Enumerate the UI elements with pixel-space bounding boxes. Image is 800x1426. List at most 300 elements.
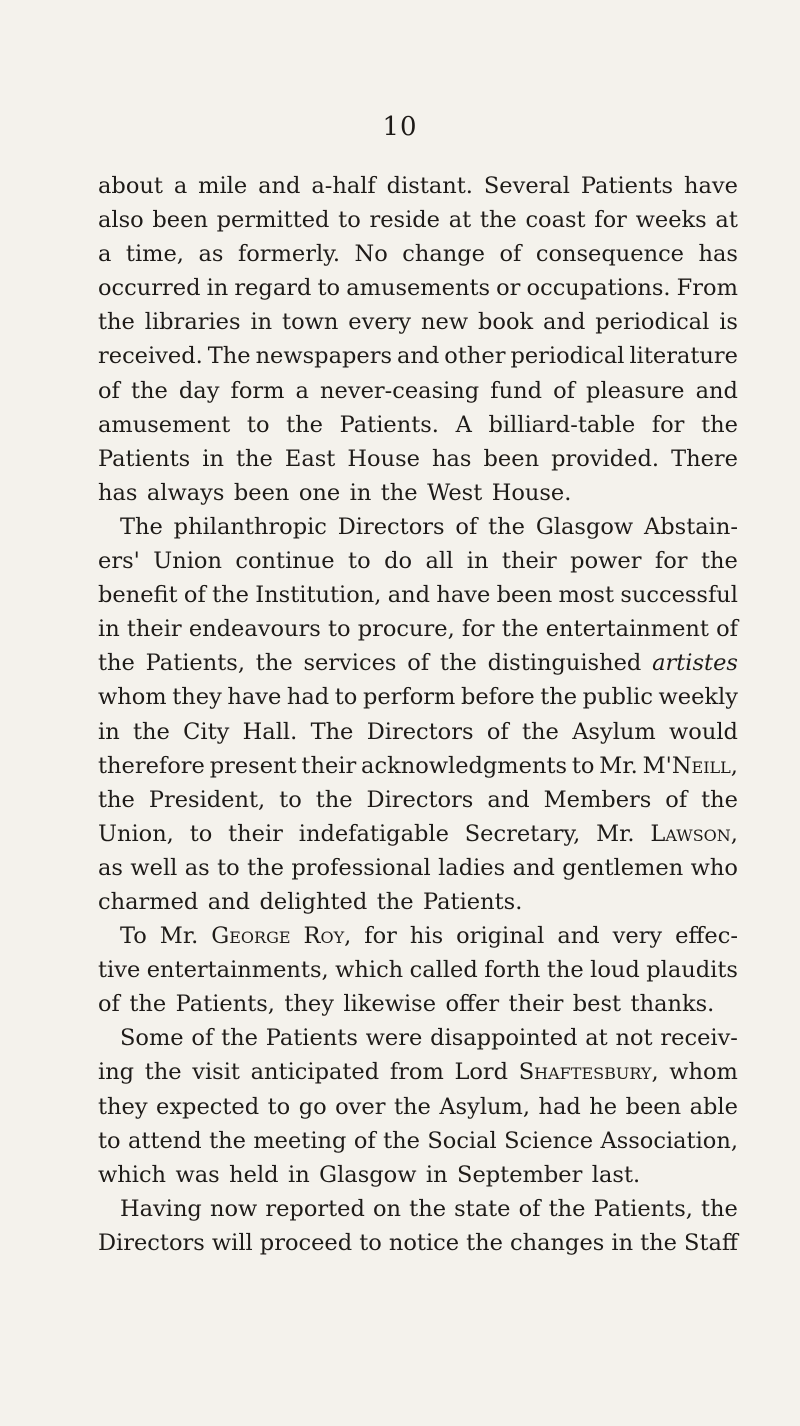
text-line (98, 885, 738, 919)
word: entertainment (545, 616, 709, 643)
word: benefit (98, 582, 178, 609)
word: Glasgow (535, 513, 634, 540)
word: he (589, 1093, 618, 1120)
word: the (548, 1195, 586, 1222)
word: the (129, 991, 167, 1018)
word: changes (510, 1229, 605, 1256)
word: in (611, 1229, 634, 1256)
word: their (228, 820, 283, 847)
word: to (571, 752, 595, 779)
word: in (206, 275, 229, 302)
word: occurred (98, 275, 201, 302)
word: which (98, 1161, 167, 1188)
word: change (402, 241, 485, 268)
page-number: 10 (382, 112, 418, 142)
word: Lord (454, 1059, 509, 1086)
word: services (303, 650, 397, 677)
word: the (376, 888, 414, 915)
word: expected (156, 1093, 260, 1120)
word: been (152, 207, 208, 234)
word: to (334, 684, 358, 711)
body-text (98, 169, 738, 1260)
word: has (432, 445, 472, 472)
word: of (353, 1127, 376, 1154)
word: and (397, 343, 440, 370)
word: the (479, 207, 517, 234)
word: weekly (658, 684, 738, 711)
word: in (288, 1161, 310, 1188)
word: Asylum, (439, 1093, 530, 1120)
word: have (684, 173, 738, 199)
word: libraries (144, 309, 241, 336)
text-line (98, 680, 738, 714)
word: a (173, 173, 188, 199)
word: at (448, 207, 472, 234)
word: the (701, 786, 738, 813)
word: before (460, 684, 535, 711)
word: continue (235, 548, 335, 575)
word: of (518, 1195, 541, 1222)
word: which (335, 957, 404, 984)
text-line (98, 374, 738, 408)
word: of (98, 991, 120, 1018)
word: disappointed (430, 1025, 578, 1052)
word: fund (490, 377, 543, 404)
word: From (676, 275, 738, 302)
word: last. (591, 1161, 641, 1188)
text-line (98, 817, 738, 851)
word: mile (198, 173, 248, 199)
word: therefore (98, 752, 205, 779)
word: Lawson, (650, 820, 738, 847)
word: the (144, 1059, 182, 1086)
word: Union, (98, 820, 174, 847)
word: September (457, 1161, 583, 1188)
word: Shaftesbury, (518, 1059, 659, 1086)
word: amusements (346, 275, 491, 302)
word: Science (504, 1127, 594, 1154)
word: Social (427, 1127, 497, 1154)
word: at (585, 1025, 608, 1052)
word: procure, (357, 616, 455, 643)
word: in (250, 309, 273, 336)
word: Secretary, (464, 820, 581, 847)
text-line (98, 1021, 738, 1055)
word: of (716, 616, 738, 643)
word: ing (98, 1059, 135, 1086)
word: for (594, 207, 627, 234)
text-line (98, 510, 738, 544)
word: day (178, 377, 220, 404)
word: Directors (366, 718, 474, 745)
word: to (189, 820, 213, 847)
word: artistes (652, 650, 738, 677)
word: reside (369, 207, 440, 234)
text-line (98, 612, 738, 646)
word: No (354, 241, 388, 268)
word: new (421, 309, 469, 336)
text-line (98, 749, 738, 783)
word: and (207, 888, 251, 915)
text-line (98, 442, 738, 476)
word: the (488, 513, 525, 540)
word: Patients (580, 173, 674, 199)
word: endeavours (188, 616, 321, 643)
word: very (612, 923, 663, 950)
word: and (557, 923, 600, 950)
word: to (217, 854, 240, 881)
word: and (487, 786, 530, 813)
word: state (454, 1195, 511, 1222)
word: not (615, 1025, 653, 1052)
word: the (546, 957, 584, 984)
word: amusement (98, 411, 231, 438)
word: provided. (551, 445, 660, 472)
word: offer (445, 991, 500, 1018)
word: Patients. (423, 888, 523, 915)
word: successful (620, 582, 738, 609)
word: and (387, 582, 431, 609)
word: a (98, 241, 112, 268)
word: they (284, 991, 334, 1018)
text-line (98, 646, 738, 680)
word: the (286, 411, 323, 438)
word: the (393, 1093, 431, 1120)
word: periodical (510, 343, 625, 370)
word: There (671, 445, 738, 472)
word: every (348, 309, 412, 336)
word: to (348, 548, 371, 575)
word: to (267, 1093, 291, 1120)
word: acknowledgments (361, 752, 568, 779)
word: power (570, 548, 642, 575)
word: will (211, 1229, 253, 1256)
word: of (665, 786, 688, 813)
word: literature (629, 343, 738, 370)
text-line (98, 1226, 738, 1260)
word: received. (98, 343, 203, 370)
word: the (255, 650, 293, 677)
text-line (98, 476, 738, 510)
word: periodical (595, 309, 710, 336)
word: to (338, 207, 361, 234)
text-line (98, 408, 738, 442)
word: they (98, 1093, 148, 1120)
word: called (409, 957, 478, 984)
word: Asylum (572, 718, 656, 745)
word: in (349, 479, 372, 506)
word: a (295, 377, 309, 404)
word: a-half (311, 173, 376, 199)
word: present (209, 752, 297, 779)
word: they (172, 684, 222, 711)
word: regard (234, 275, 312, 302)
word: East (284, 445, 336, 472)
word: have (227, 684, 282, 711)
word: permitted (216, 207, 330, 234)
word: reported (265, 1195, 365, 1222)
word: of (191, 1025, 214, 1052)
word: in (202, 445, 224, 472)
word: meeting (253, 1127, 347, 1154)
word: of (407, 650, 430, 677)
word: thanks. (630, 991, 715, 1018)
word: notice (388, 1229, 460, 1256)
word: Patients (98, 445, 191, 472)
word: ers' (98, 548, 140, 575)
word: time, (125, 241, 184, 268)
text-line (98, 169, 738, 203)
word: and (512, 854, 555, 881)
word: best (572, 991, 622, 1018)
word: in (98, 616, 120, 643)
word: able (689, 1093, 738, 1120)
word: tive (98, 957, 141, 984)
word: Mr. (596, 820, 635, 847)
word: who (690, 854, 738, 881)
word: would (669, 718, 738, 745)
word: the (501, 616, 539, 643)
word: the (701, 548, 738, 575)
word: likewise (343, 991, 437, 1018)
word: distant. (386, 173, 473, 199)
word: has (98, 479, 138, 506)
word: of (183, 582, 206, 609)
text-line (98, 783, 738, 817)
word: form (230, 377, 285, 404)
word: also (98, 207, 144, 234)
word: to (317, 275, 341, 302)
word: Directors (337, 513, 445, 540)
word: charmed (98, 888, 199, 915)
word: their (126, 616, 182, 643)
word: been (496, 582, 553, 609)
word: public (582, 684, 653, 711)
word: the (130, 377, 168, 404)
text-line (98, 578, 738, 612)
word: to (279, 786, 302, 813)
word: To (120, 923, 147, 950)
word: to (327, 616, 351, 643)
word: in (98, 718, 120, 745)
text-line (98, 203, 738, 237)
word: always (146, 479, 225, 506)
word: Abstain- (644, 513, 738, 540)
word: now (209, 1195, 258, 1222)
word: perform (362, 684, 456, 711)
word: Patients (265, 1025, 358, 1052)
word: of (98, 377, 120, 404)
word: been (625, 1093, 682, 1120)
word: George (211, 923, 291, 950)
word: the (701, 1195, 738, 1222)
word: receiv- (660, 1025, 738, 1052)
word: newspapers (255, 343, 393, 370)
word: all (425, 548, 454, 575)
word: visit (192, 1059, 240, 1086)
word: as (98, 854, 123, 881)
word: and (258, 173, 301, 199)
word: the (466, 1229, 503, 1256)
word: the (383, 1127, 420, 1154)
word: the (221, 1025, 258, 1052)
word: as (184, 854, 210, 881)
word: the (98, 650, 135, 677)
word: The (207, 343, 251, 370)
word: do (384, 548, 413, 575)
word: the (522, 718, 559, 745)
word: to (359, 1229, 382, 1256)
word: of (455, 513, 478, 540)
word: have (436, 582, 491, 609)
word: the (380, 479, 418, 506)
word: most (558, 582, 614, 609)
word: or (496, 275, 521, 302)
word: Members (543, 786, 652, 813)
word: plaudits (646, 957, 738, 984)
word: Roy, (303, 923, 352, 950)
word: Having (120, 1195, 202, 1222)
word: Patients, (593, 1195, 693, 1222)
word: is (719, 309, 738, 336)
word: coast (525, 207, 586, 234)
word: occupations. (526, 275, 671, 302)
word: Mr. (599, 752, 638, 779)
word: go (298, 1093, 327, 1120)
word: consequence (535, 241, 684, 268)
word: the (98, 786, 135, 813)
word: The (120, 513, 163, 540)
word: the (409, 1195, 447, 1222)
word: other (444, 343, 506, 370)
word: for (461, 616, 495, 643)
text-line (98, 919, 738, 953)
word: pleasure (586, 377, 685, 404)
word: for (364, 923, 397, 950)
word: to (246, 411, 270, 438)
word: been (233, 479, 290, 506)
word: as (198, 241, 224, 268)
word: his (409, 923, 444, 950)
word: over (335, 1093, 386, 1120)
text-line (98, 305, 738, 339)
word: the (701, 411, 738, 438)
word: from (389, 1059, 444, 1086)
word: Hall. (242, 718, 298, 745)
word: the (98, 309, 135, 336)
word: for (651, 411, 685, 438)
word: A (455, 411, 472, 438)
word: has (698, 241, 738, 268)
word: of (553, 377, 575, 404)
text-line (98, 1090, 738, 1124)
text-line (98, 237, 738, 271)
word: on (373, 1195, 402, 1222)
word: delighted (259, 888, 368, 915)
word: Patients, (175, 991, 275, 1018)
text-line (98, 715, 738, 749)
word: in (425, 1161, 448, 1188)
word: town (282, 309, 339, 336)
word: anticipated (250, 1059, 380, 1086)
word: held (229, 1161, 279, 1188)
word: City (183, 718, 230, 745)
word: Patients. (339, 411, 439, 438)
word: and (543, 309, 586, 336)
word: West (427, 479, 483, 506)
word: Institution, (255, 582, 382, 609)
text-line (98, 987, 738, 1021)
word: the (540, 684, 578, 711)
word: loud (590, 957, 640, 984)
word: House (347, 445, 420, 472)
word: one (298, 479, 341, 506)
text-line (98, 1158, 738, 1192)
word: forth (484, 957, 541, 984)
word: the (209, 1127, 246, 1154)
word: in (466, 548, 489, 575)
word: professional (291, 854, 431, 881)
word: Patients, (145, 650, 245, 677)
word: proceed (259, 1229, 353, 1256)
word: well (130, 854, 178, 881)
text-line (98, 1055, 738, 1089)
word: Association, (600, 1127, 738, 1154)
word: the (236, 445, 273, 472)
word: the (315, 786, 353, 813)
word: attend (127, 1127, 202, 1154)
word: their (501, 548, 557, 575)
word: billiard-table (488, 411, 636, 438)
word: of (499, 241, 522, 268)
word: weeks (635, 207, 707, 234)
word: were (365, 1025, 423, 1052)
word: their (508, 991, 564, 1018)
word: M'Neill, (642, 752, 738, 779)
word: Union (153, 548, 222, 575)
word: Staff (684, 1229, 738, 1256)
text-line (98, 544, 738, 578)
word: Directors (366, 786, 474, 813)
word: for (654, 548, 688, 575)
text-line (98, 339, 738, 373)
word: formerly. (237, 241, 341, 268)
text-line (98, 851, 738, 885)
word: original (456, 923, 545, 950)
word: and (695, 377, 738, 404)
word: House. (491, 479, 572, 506)
word: their (301, 752, 357, 779)
text-line (98, 1124, 738, 1158)
word: about (98, 173, 163, 199)
text-line (98, 1192, 738, 1226)
word: Directors (98, 1229, 205, 1256)
word: gentlemen (562, 854, 684, 881)
word: the (133, 718, 170, 745)
word: Glasgow (319, 1161, 417, 1188)
word: to (98, 1127, 121, 1154)
word: at (715, 207, 738, 234)
word: had (538, 1093, 581, 1120)
word: the (640, 1229, 677, 1256)
word: whom (98, 684, 167, 711)
word: entertainments, (146, 957, 329, 984)
word: whom (669, 1059, 738, 1086)
text-line (98, 953, 738, 987)
word: Several (483, 173, 570, 199)
word: never-ceasing (320, 377, 480, 404)
word: Some (120, 1025, 184, 1052)
